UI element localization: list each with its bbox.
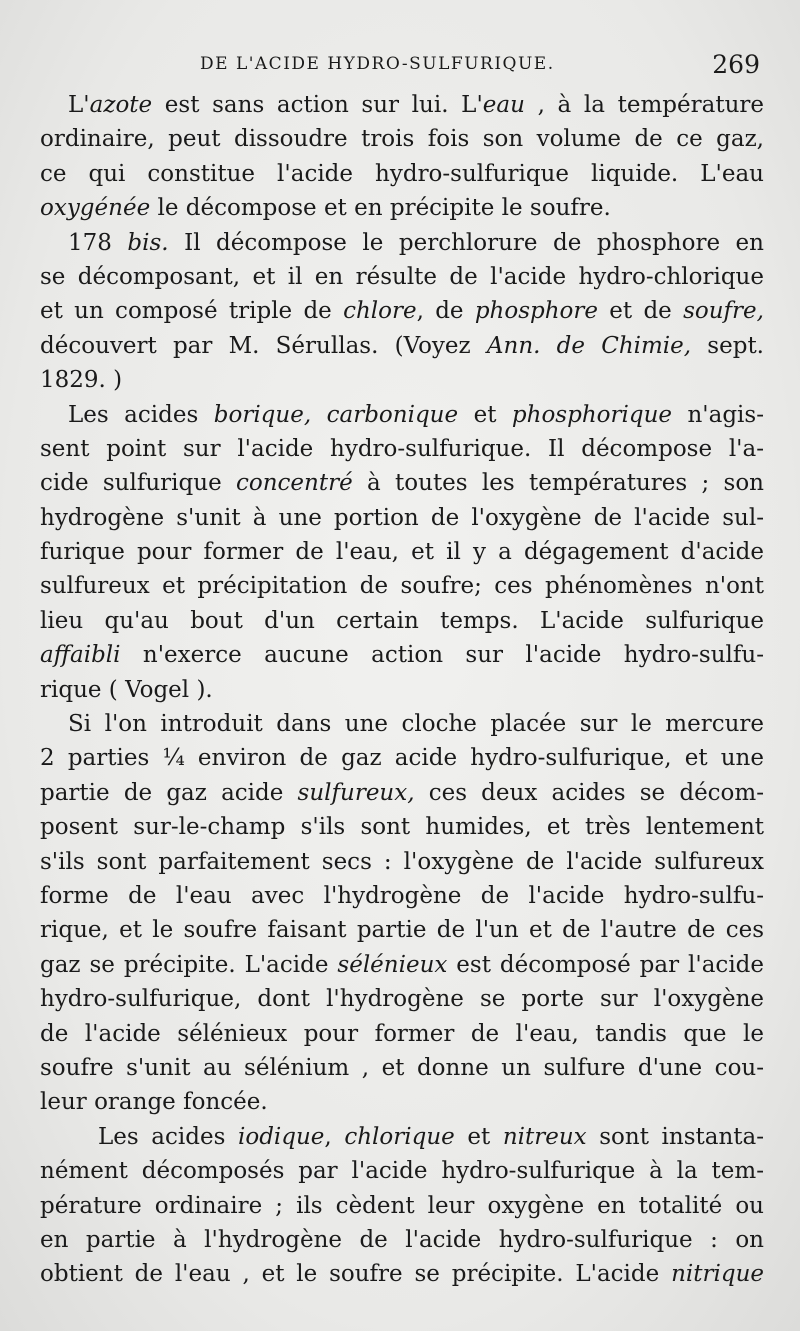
text-line	[40, 569, 764, 603]
text-line	[40, 260, 764, 294]
page-header	[0, 50, 800, 84]
italic-term: chlorique	[344, 1123, 455, 1150]
text-segment: et de	[598, 298, 684, 325]
text-segment: se décomposant, et il en résulte de l'acide hydro-chlorique	[40, 263, 764, 290]
text-segment: posent sur-le-champ s'ils sont humides, et très lentement	[40, 814, 764, 841]
text-line	[40, 982, 764, 1016]
italic-term: borique, carbonique	[213, 401, 459, 428]
text-segment: sept.	[691, 332, 764, 359]
text-segment: cide sulfurique	[40, 470, 236, 497]
text-line	[40, 88, 764, 122]
text-segment: L'	[68, 92, 90, 118]
text-line	[40, 1085, 764, 1119]
text-segment: ces deux acides se décom-	[414, 779, 764, 806]
text-segment: obtient de l'eau , et le soufre se précipite. L'acide	[40, 1261, 672, 1288]
text-segment: en partie à l'hydrogène de l'acide hydro-sulfurique : on	[40, 1226, 764, 1253]
text-segment: sulfureux et précipitation de soufre; ces phénomènes n'ont	[40, 573, 764, 600]
text-segment: ,	[324, 1123, 345, 1150]
italic-term: affaibli	[40, 642, 121, 669]
text-line	[40, 294, 764, 328]
text-segment: Les acides	[68, 401, 214, 428]
text-segment: découvert par M. Sérullas. (Voyez	[40, 332, 487, 359]
text-segment: pérature ordinaire ; ils cèdent leur oxygène en totalité ou	[40, 1192, 764, 1219]
text-segment: soufre s'unit au sélénium , et donne un sulfure d'une cou-	[40, 1054, 764, 1081]
italic-term: phosphorique	[511, 401, 672, 428]
text-line	[40, 157, 764, 191]
text-segment: rique, et le soufre faisant partie de l'un et de l'autre de ces	[40, 917, 764, 944]
text-segment: nément décomposés par l'acide hydro-sulfurique à la tem-	[40, 1158, 764, 1185]
text-segment: , de	[416, 298, 475, 325]
text-segment: Il décompose le perchlorure de phosphore en	[168, 229, 764, 256]
text-line	[40, 432, 764, 466]
text-segment: sont instanta-	[586, 1123, 765, 1150]
italic-term: soufre,	[683, 298, 764, 325]
body-text	[40, 88, 764, 1292]
text-line	[40, 810, 764, 844]
text-line	[40, 741, 764, 775]
text-segment: n'exerce aucune action sur l'acide hydro-sulfu-	[120, 642, 764, 669]
text-line	[40, 604, 764, 638]
italic-term: bis.	[127, 229, 169, 256]
text-segment: s'ils sont parfaitement secs : l'oxygène de l'acide sulfureux	[40, 848, 764, 875]
text-segment: Les acides	[98, 1123, 238, 1150]
italic-term: concentré	[236, 470, 353, 497]
text-segment: rique ( Vogel ).	[40, 676, 213, 703]
text-line	[40, 363, 764, 397]
text-line	[40, 1223, 764, 1257]
text-line	[40, 191, 764, 225]
text-segment: est décomposé par l'acide	[447, 951, 765, 978]
text-segment: partie de gaz acide	[40, 779, 298, 806]
text-segment: ce qui constitue l'acide hydro-sulfurique liquide. L'eau	[40, 160, 764, 187]
text-line	[40, 329, 764, 363]
text-line	[40, 1154, 764, 1188]
text-segment: 2 parties ¼ environ de gaz acide hydro-sulfurique, et une	[40, 745, 764, 772]
italic-term: oxygénée	[40, 195, 151, 222]
text-segment: furique pour former de l'eau, et il y a dégagement d'acide	[40, 539, 764, 566]
italic-term: eau	[482, 92, 525, 118]
text-segment: n'agis-	[672, 401, 764, 428]
text-line	[40, 1120, 764, 1154]
text-segment: hydrogène s'unit à une portion de l'oxygène de l'acide sul-	[40, 504, 764, 531]
text-line	[40, 122, 764, 156]
text-segment: et	[458, 401, 512, 428]
italic-term: sulfureux,	[297, 779, 415, 806]
text-segment: 1829. )	[40, 367, 123, 394]
italic-term: iodique	[237, 1123, 325, 1150]
text-segment: , à la température	[524, 92, 764, 118]
text-segment: est sans action sur lui. L'	[152, 92, 483, 118]
text-line	[40, 879, 764, 913]
text-segment: leur orange foncée.	[40, 1089, 268, 1116]
text-line	[40, 913, 764, 947]
running-title: DE L'ACIDE HYDRO-SULFURIQUE.	[200, 54, 555, 74]
italic-term: phosphore	[474, 298, 599, 325]
text-segment: lieu qu'au bout d'un certain temps. L'acide sulfurique	[40, 607, 764, 634]
text-line	[40, 1257, 764, 1291]
text-line	[40, 501, 764, 535]
text-segment: et	[454, 1123, 503, 1150]
text-segment: et un composé triple de	[40, 298, 344, 325]
text-line	[40, 673, 764, 707]
text-line	[40, 776, 764, 810]
text-line	[40, 226, 764, 260]
text-segment: de l'acide sélénieux pour former de l'eau, tandis que le	[40, 1020, 764, 1047]
text-segment: forme de l'eau avec l'hydrogène de l'acide hydro-sulfu-	[40, 882, 764, 909]
text-segment: Si l'on introduit dans une cloche placée sur le mercure	[68, 711, 764, 738]
text-line	[40, 1017, 764, 1051]
text-segment: le décompose et en précipite le soufre.	[150, 195, 611, 222]
text-line	[40, 398, 764, 432]
italic-term: azote	[89, 92, 153, 118]
text-line	[40, 535, 764, 569]
italic-term: sélénieux	[337, 951, 448, 978]
italic-term: nitrique	[671, 1261, 764, 1288]
text-segment: 178	[68, 229, 128, 256]
text-segment: hydro-sulfurique, dont l'hydrogène se porte sur l'oxygène	[40, 986, 764, 1013]
italic-term: Ann. de Chimie,	[486, 332, 692, 359]
italic-term: chlore	[343, 298, 417, 325]
text-segment: ordinaire, peut dissoudre trois fois son volume de ce gaz,	[40, 126, 764, 153]
text-line	[40, 845, 764, 879]
text-segment: sent point sur l'acide hydro-sulfurique. Il décompose l'a-	[40, 435, 764, 462]
text-line	[40, 948, 764, 982]
italic-term: nitreux	[502, 1123, 587, 1150]
text-segment: gaz se précipite. L'acide	[40, 951, 338, 978]
page-number: 269	[712, 50, 760, 79]
text-line	[40, 707, 764, 741]
text-line	[40, 638, 764, 672]
text-line	[40, 466, 764, 500]
text-line	[40, 1051, 764, 1085]
text-line	[40, 1189, 764, 1223]
text-segment: à toutes les températures ; son	[352, 470, 764, 497]
